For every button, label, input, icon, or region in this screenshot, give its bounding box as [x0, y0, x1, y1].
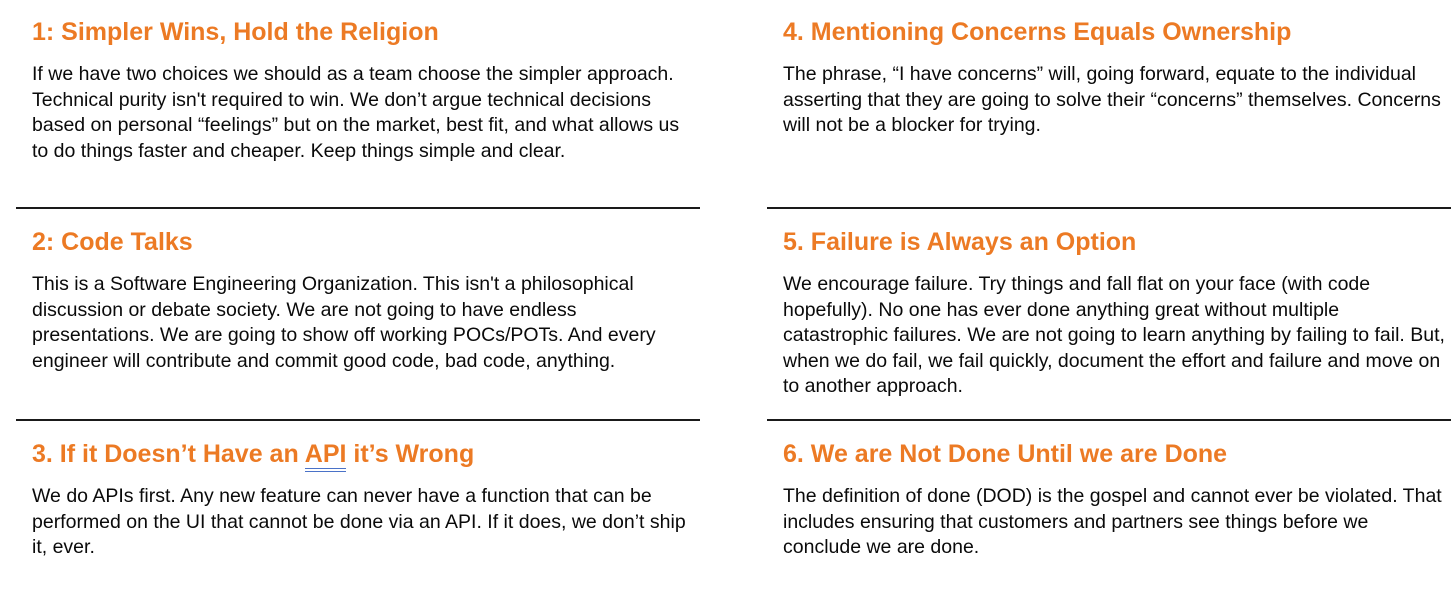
left-column [16, 0, 700, 600]
principle-3-title-start: 3. If it Doesn’t Have an [32, 440, 305, 468]
principle-4-body: The phrase, “I have concerns” will, going forward, equate to the individual asserting that they are going to solve their “concerns” themselves. Concerns will not be a blocker for trying. [783, 63, 1441, 136]
principle-5 [767, 209, 1451, 421]
principle-6-body: The definition of done (DOD) is the gospel and cannot ever be violated. That includes ensuring that customers and partners see things before we conclude we are done. [783, 485, 1442, 558]
principle-2-body: This is a Software Engineering Organization. This isn't a philosophical discussion or debate society. We are not going to have endless presentations. We are going to show off working POCs/POTs. And every engineer will contribute and commit good code, bad code, anything. [32, 273, 656, 372]
principle-2 [16, 209, 700, 421]
api-link[interactable]: API [305, 440, 347, 472]
principle-3 [16, 421, 700, 600]
principle-2-title: 2: Code Talks [32, 228, 193, 256]
principle-1-body: If we have two choices we should as a team choose the simpler approach. Technical purity isn't required to win. We don’t argue technical decisions based on personal “feelings” but on the market, best fit, and what allows us to do things faster and cheaper. Keep things simple and clear. [32, 63, 680, 162]
principle-5-body: We encourage failure. Try things and fall flat on your face (with code hopefully). No one has ever done anything great without multiple catastrophic failures. We are not going to learn anything by failing to fail. But, when we do fail, we fail quickly, document the effort and failure and move on to another approach. [783, 273, 1445, 397]
principle-6 [767, 421, 1451, 600]
principle-6-title: 6. We are Not Done Until we are Done [783, 440, 1228, 468]
principle-3-body: We do APIs first. Any new feature can never have a function that can be performed on the UI that cannot be done via an API. If it does, we don’t ship it, ever. [32, 485, 686, 558]
right-column [767, 0, 1451, 600]
principle-5-title: 5. Failure is Always an Option [783, 228, 1137, 256]
principle-1-title: 1: Simpler Wins, Hold the Religion [32, 18, 439, 46]
principle-3-title [32, 421, 694, 471]
principle-3-title-end: it’s Wrong [346, 440, 475, 468]
principle-4-title: 4. Mentioning Concerns Equals Ownership [783, 18, 1292, 46]
principle-1 [16, 0, 700, 209]
principle-4 [767, 0, 1451, 209]
